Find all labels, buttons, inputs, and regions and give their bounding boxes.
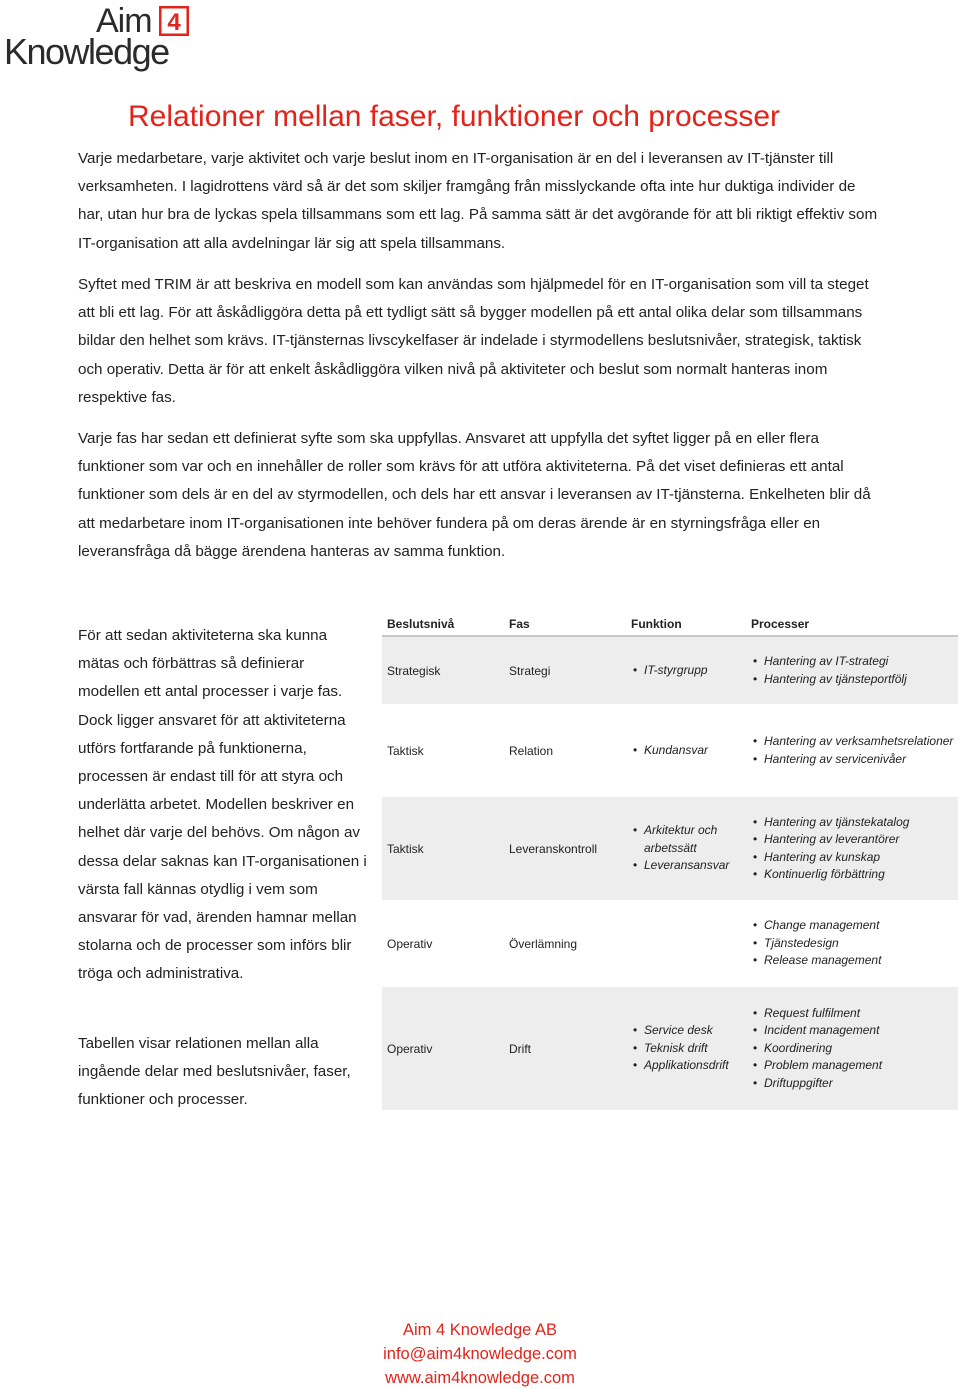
header-phase: Fas [509,617,530,631]
cell-processes [746,653,958,688]
table-row [382,987,958,1111]
process-paragraph: För att sedan aktiviteterna ska kunna mätas och förbättras så definierar modellen ett antal processer i varje fas. Dock ligger ansvaret för att aktiviteterna utförs fortfarande på funktionerna, processen är endast till för att styra och underlätta arbetet. Modellen beskriver en helhet där varje del behövs. Om någon av dessa delar saknas kan IT-organisationen i värsta fall kännas otydlig i vem som ansvarar för vad, ärenden hamnar mellan stolarna och de processer som införs blir tröga och administrativa. [78,627,367,983]
process-item: • Request fulfilment [751,1005,958,1023]
cell-phase: Leveranskontroll [509,841,598,856]
process-item: • Hantering av tjänsteportfölj [751,671,958,689]
cell-decision-level: Taktisk [387,743,424,758]
logo-text-knowledge: Knowledge [4,31,169,72]
function-item: • Leveransansvar [631,857,746,875]
company-logo [4,4,190,70]
intro-paragraph: Varje medarbetare, varje aktivitet och varje beslut inom en IT-organisation är en del i leveransen av IT-tjänster till verksamheten. I lagidrottens värd så är det som skiljer framgång från misslyckande ofta inte hur duktiga individer de har, utan hur bra de lyckas spela tillsammans som ett lag. På samma sätt är det avgörande för att bli riktigt effektiv som IT-organisation att alla avdelningar lär sig att spela tillsammans. [78,150,878,252]
cell-decision-level: Operativ [387,1041,433,1056]
function-item: • Teknisk drift [631,1040,746,1058]
table-body [382,637,958,1111]
table-row [382,705,958,797]
cell-phase: Strategi [509,663,551,678]
function-item: • Kundansvar [631,742,746,760]
process-item: • Driftuppgifter [751,1075,958,1093]
cell-functions [626,662,746,680]
process-item: • Hantering av servicenivåer [751,751,958,769]
process-item: • Kontinuerlig förbättring [751,866,958,884]
process-item: • Release management [751,952,958,970]
table-caption-paragraph: Tabellen visar relationen mellan alla ingående delar med beslutsnivåer, faser, funktioner och processer. [78,1035,351,1109]
cell-decision-level: Strategisk [387,663,441,678]
process-item: • Change management [751,917,958,935]
footer-email[interactable]: info@aim4knowledge.com [383,1345,577,1363]
process-item: • Problem management [751,1057,958,1075]
process-item: • Koordinering [751,1040,958,1058]
function-item: • Service desk [631,1022,746,1040]
table-row [382,797,958,901]
cell-functions [626,742,746,760]
header-decision-level: Beslutsnivå [387,617,455,631]
cell-processes [746,814,958,884]
relations-table [382,613,958,1111]
table-header-row [382,613,958,637]
footer-website[interactable]: www.aim4knowledge.com [385,1369,575,1387]
process-item: • Tjänstedesign [751,935,958,953]
trim-paragraph: Syftet med TRIM är att beskriva en modell som kan användas som hjälpmedel för en IT-organisation som vill ta steget att bli ett lag. För att åskådliggöra detta på ett tydligt sätt så bygger modellen på ett antal olika delar som tillsammans bildar den helhet som krävs. IT-tjänsternas livscykelfaser är indelade i styrmodellens beslutsnivåer, strategisk, taktisk och operativ. Detta är för att enkelt åskådliggöra vilken nivå på aktiviteter och beslut som normalt hanteras inom respektive fas. [78,276,869,406]
cell-processes [746,1005,958,1093]
cell-decision-level: Operativ [387,936,433,951]
page-title: Relationer mellan faser, funktioner och processer [128,100,781,133]
table-row [382,901,958,987]
cell-phase: Drift [509,1041,531,1056]
process-item: • Hantering av IT-strategi [751,653,958,671]
cell-functions [626,822,746,875]
process-item: • Hantering av verksamhetsrelationer [751,733,958,751]
process-item: • Incident management [751,1022,958,1040]
cell-processes [746,733,958,768]
cell-phase: Relation [509,743,554,758]
cell-processes [746,917,958,970]
logo-mark-text: 4 [167,9,181,36]
phase-paragraph: Varje fas har sedan ett definierat syfte som ska uppfyllas. Ansvaret att uppfylla det syftet ligger på en eller flera funktioner som var och en innehåller de roller som krävs för att utföra aktiviteterna. På det viset definieras ett antal funktioner som dels är en del av styrmodellen, och dels har ett ansvar i leveransen av IT-tjänsterna. Enkelheten blir då att medarbetare inom IT-organisationen inte behöver fundera på om deras ärende är en styrningsfråga eller en leveransfråga då bägge ärendena hanteras av samma funktion. [78,430,871,560]
function-item: • Applikationsdrift [631,1057,746,1075]
logo-text-aim: Aim [96,2,152,40]
cell-phase: Överlämning [509,936,578,951]
process-item: • Hantering av kunskap [751,849,958,867]
cell-functions [626,1022,746,1075]
function-item: • Arkitektur och arbetssätt [631,822,746,857]
header-function: Funktion [631,617,682,631]
page-footer [0,1318,960,1389]
function-item: • IT-styrgrupp [631,662,746,680]
cell-decision-level: Taktisk [387,841,424,856]
process-item: • Hantering av tjänstekatalog [751,814,958,832]
footer-company: Aim 4 Knowledge AB [402,1321,558,1339]
header-processes: Processer [751,617,810,631]
process-item: • Hantering av leverantörer [751,831,958,849]
table-row [382,637,958,705]
